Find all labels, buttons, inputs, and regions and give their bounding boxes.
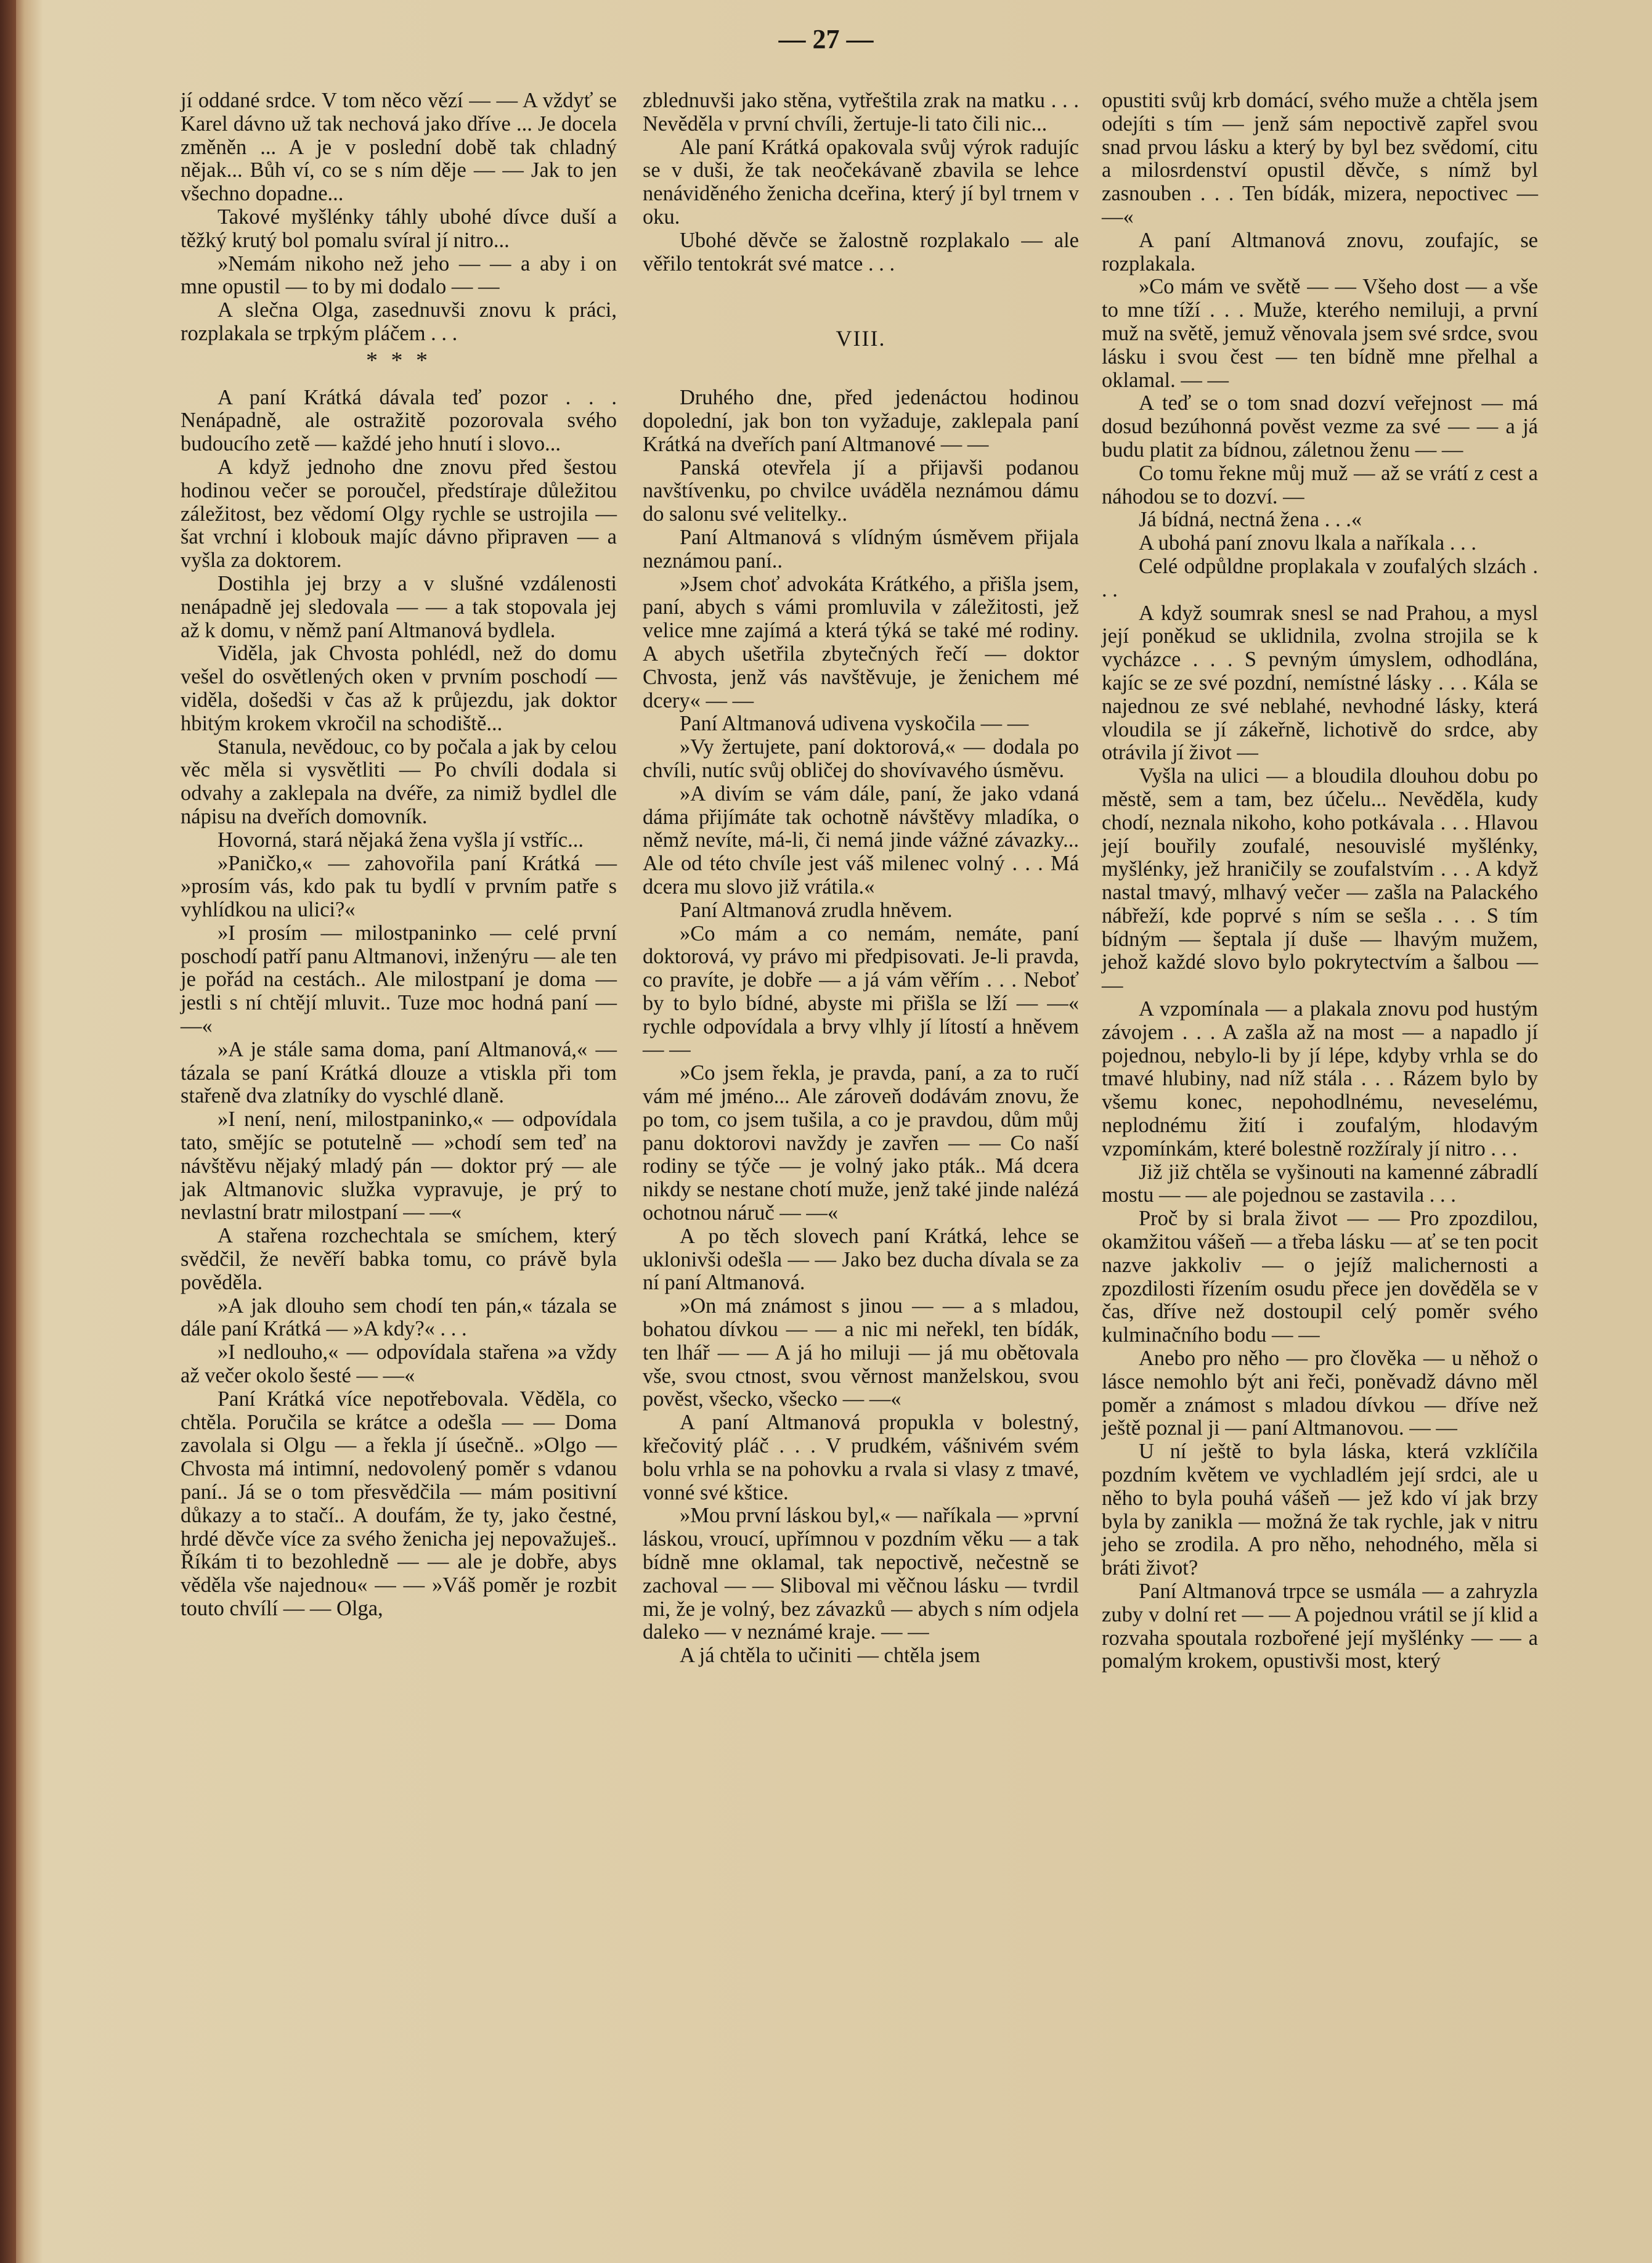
- paragraph: »Paničko,« — zahovořila paní Krátká — »prosím vás, kdo pak tu bydlí v prvním patře s vyhlídkou na ulici?«: [181, 851, 617, 922]
- paragraph: A paní Krátká dávala teď pozor . . . Nenápadně, ale ostražitě pozorovala svého budoucího zetě — každé jeho hnutí i slovo...: [181, 385, 617, 456]
- paragraph: A paní Altmanová propukla v bolestný, křečovitý pláč . . . V prudkém, vášnivém svém bolu vrhla se na pohovku a rvala si vlasy z tmavé, vonné své kštice.: [643, 1411, 1079, 1504]
- paragraph: »Vy žertujete, paní doktorová,« — dodala po chvíli, nutíc svůj obličej do shovívavého úsměvu.: [643, 735, 1079, 782]
- paragraph: Vyšla na ulici — a bloudila dlouhou dobu po městě, sem a tam, bez účelu... Nevěděla, kudy chodí, neznala nikoho, koho potkávala . . . Hlavou její bouřily zoufalé, nesouvislé myšlénky, myšlénky, jež hraničily se zoufalstvím . . . A když nastal tmavý, mlhavý večer — zašla na Palackého nábřeží, kde poprvé s ním se sešla . . . S tím bídným — šeptala jí duše — lhavým mužem, jehož každé slovo bylo pokrytectvím a šalbou — —: [1102, 764, 1538, 998]
- text-column-1: [181, 89, 617, 1621]
- paragraph: »Nemám nikoho než jeho — — a aby i on mne opustil — to by mi dodalo — —: [181, 251, 617, 299]
- paragraph: Hovorná, stará nějaká žena vyšla jí vstříc...: [218, 828, 584, 852]
- paragraph: A stařena rozchechtala se smíchem, který svědčil, že nevěří babka tomu, co právě byla pověděla.: [181, 1224, 617, 1294]
- text-column-2: [643, 89, 1079, 1668]
- paragraph: opustiti svůj krb domácí, svého muže a chtěla jsem odejíti s tím — jenž sám nepoctivě zapřel svou snad prvou lásku a který by byl bez svědomí, citu a milosrdenství opustil děvče, s nímž byl zasnouben . . . Ten bídák, mizera, nepoctivec — —«: [1102, 89, 1538, 229]
- paragraph: Co tomu řekne můj muž — až se vrátí z cest a náhodou se to dozví. —: [1102, 461, 1538, 508]
- paragraph: Proč by si brala život — — Pro zpozdilou, okamžitou vášeň — a třeba lásku — ať se ten pocit nazve jakkoliv — o jejíž malichernosti a zpozdilosti řízením osudu přece jen dověděla se v čas, dříve než dostoupil celý poměr svého kulminačního bodu — —: [1102, 1207, 1538, 1347]
- paragraph: »I nedlouho,« — odpovídala stařena »a vždy až večer okolo šesté — —«: [181, 1340, 617, 1388]
- paragraph: Paní Krátká více nepotřebovala. Věděla, co chtěla. Poručila se krátce a odešla — — Doma zavolala si Olgu — a řekla jí úsečně.. »Olgo — Chvosta má intimní, nedovolený poměr s vdanou paní.. Já se o tom přesvědčila — mám positivní důkazy a to stačí.. A doufám, že ty, jako čestné, hrdé děvče více za svého ženicha jej nepovažuješ.. Říkám ti to bezohledně — — ale je dobře, abys věděla vše najednou« — — »Váš poměr je rozbit touto chvílí — — Olga,: [181, 1387, 617, 1620]
- paragraph: »On má známost s jinou — — a s mladou, bohatou dívkou — — a nic mi neřekl, ten bídák, ten lhář — — A já ho miluji — já mu obětovala vše, svou ctnost, svou věrnost manželskou, svou pověst, všecko, všecko — —«: [643, 1294, 1079, 1411]
- paragraph: »A divím se vám dále, paní, že jako vdaná dáma přijímáte tak ochotně návštěvy mladíka, o němž nevíte, má-li, či nemá jinde vážné závazky... Ale od této chvíle jest váš milenec volný . . . Má dcera mu slovo již vrátila.«: [643, 781, 1079, 899]
- paragraph: Paní Altmanová zrudla hněvem.: [680, 898, 953, 922]
- paragraph: »Co jsem řekla, je pravda, paní, a za to ručí vám mé jméno... Ale zároveň dodávám znovu, že po tom, co jsem tušila, a co je pravdou, dům můj panu doktorovi navždy je zavřen — — Co naší rodiny se týče — je volný jako pták.. Má dcera nikdy se nestane chotí muže, jenž také jinde nalézá ochotnou náruč — —«: [643, 1061, 1079, 1225]
- paragraph: Takové myšlénky táhly ubohé dívce duší a těžký krutý bol pomalu svíral jí nitro...: [181, 205, 617, 252]
- paragraph: A po těch slovech paní Krátká, lehce se uklonivši odešla — — Jako bez ducha dívala se za ní paní Altmanová.: [643, 1224, 1079, 1295]
- paragraph: »Co mám ve světě — — Všeho dost — a vše to mne tíží . . . Muže, kterého nemiluji, a první muž na světě, jemuž věnovala jsem své srdce, svou lásku i svou čest — ten bídně mne přelhal a oklamal. — —: [1102, 275, 1538, 392]
- paragraph: Ubohé děvče se žalostně rozplakalo — ale věřilo tentokrát své matce . . .: [643, 228, 1079, 275]
- paragraph: »Mou první láskou byl,« — naříkala — »první láskou, vroucí, upřímnou v pozdním věku — a tak bídně mne oklamal, tak nepoctivě, nečestně se zachoval — — Sliboval mi věčnou lásku — tvrdil mi, že je volný, bez závazků — abych s ním odjela daleko — v neznámé kraje. — —: [643, 1504, 1079, 1644]
- paragraph: Paní Altmanová trpce se usmála — a zahryzla zuby v dolní ret — — A pojednou vrátil se jí klid a rozvaha spoutala rozbořené její myšlénky — — a pomalým krokem, opustivši most, který: [1102, 1580, 1538, 1673]
- paragraph: U ní ještě to byla láska, která vzklíčila pozdním květem ve vychladlém její srdci, ale u něho to byla pouhá vášeň — jež kdo ví jak brzy byla by zanikla — možná že tak rychle, jak v nitru jeho se zrodila. A pro něho, nehodného, měla si bráti život?: [1102, 1440, 1538, 1580]
- paragraph: Já bídná, nectná žena . . .«: [1139, 508, 1362, 532]
- paragraph: Panská otevřela jí a přijavši podanou navštívenku, po chvilce uváděla neznámou dámu do salonu své velitelky..: [643, 455, 1079, 526]
- paragraph: A teď se o tom snad dozví veřejnost — má dosud bezúhonná pověst vezme za své — — a já budu platit za bídnou, záletnou ženu — —: [1102, 391, 1538, 462]
- paragraph: Anebo pro něho — pro člověka — u něhož o lásce nemohlo být ani řeči, poněvadž dávno měl poměr a známost s mladou dívkou — dříve než ještě poznal ji — paní Altmanovou. — —: [1102, 1347, 1538, 1440]
- text-column-3: [1102, 89, 1538, 1673]
- section-break-asterisks: * * *: [366, 347, 431, 373]
- paragraph: A paní Altmanová znovu, zoufajíc, se rozplakala.: [1102, 228, 1538, 275]
- paragraph: Stanula, nevědouc, co by počala a jak by celou věc měla si vysvětliti — Po chvíli dodala si odvahy a zaklepala na dvéře, za nimiž bydlel dle nápisu na dveřích domovník.: [181, 735, 617, 828]
- paragraph: A já chtěla to učiniti — chtěla jsem: [680, 1644, 980, 1668]
- paragraph: Celé odpůldne proplakala v zoufalých slzách . . .: [1102, 554, 1538, 601]
- paragraph: »A je stále sama doma, paní Altmanová,« — tázala se paní Krátká dlouze a vtiskla při tom stařeně dva zlatníky do vyschlé dlaně.: [181, 1037, 617, 1108]
- paragraph: Ale paní Krátká opakovala svůj výrok radujíc se v duši, že tak neočekávaně zbavila se lehce nenáviděného ženicha dceřina, který jí byl trnem v oku.: [643, 135, 1079, 229]
- paragraph: Dostihla jej brzy a v slušné vzdálenosti nenápadně jej sledovala — — a tak stopovala jej až k domu, v němž paní Altmanová bydlela.: [181, 571, 617, 642]
- paragraph: A vzpomínala — a plakala znovu pod hustým závojem . . . A zašla až na most — a napadlo jí pojednou, nebylo-li by jí lépe, kdyby vrhla se do tmavé hlubiny, nad níž stála . . . Rázem bylo by všemu konec, nepohodlnému, neveselému, neplodnému žití i zoufalým, hlodavým vzpomínkám, které bolestně rozžíraly jí nitro . . .: [1102, 997, 1538, 1160]
- paragraph: Druhého dne, před jedenáctou hodinou dopolední, jak bon ton vyžaduje, zaklepala paní Krátká na dveřích paní Altmanové — —: [643, 386, 1079, 456]
- paragraph: Paní Altmanová udivena vyskočila — —: [680, 712, 1029, 736]
- paragraph: »I není, není, milostpaninko,« — odpovídala tato, smějíc se potutelně — »chodí sem teď na návštěvu nějaký mladý pán — doktor prý — ale jak Altmanovic služka vypravuje, je prý to nevlastní bratr milostpaní — —«: [181, 1107, 617, 1225]
- paragraph: »I prosím — milostpaninko — celé první poschodí patří panu Altmanovi, inženýru — ale ten je pořád na cestách.. Ale milostpaní je doma — jestli s ní chtějí mluvit.. Tuze moc hodná paní — —«: [181, 921, 617, 1038]
- paragraph: Viděla, jak Chvosta pohlédl, než do domu vešel do osvětlených oken v prvním poschodí — viděla, došedši v čas až k průjezdu, jak doktor hbitým krokem vkročil na schodiště...: [181, 642, 617, 735]
- paragraph: A když soumrak snesl se nad Prahou, a mysl její poněkud se uklidnila, zvolna strojila se k vycházce . . . S pevným úmyslem, odhodlána, kajíc se ze své pozdní, nemístné lásky . . . Kála se najednou ze své neblahé, nevhodné lásky, která vloudila se jí zákeřně, lichotivě do srdce, aby otrávila jí život —: [1102, 601, 1538, 765]
- paragraph: A slečna Olga, zasednuvši znovu k práci, rozplakala se trpkým pláčem . . .: [181, 298, 617, 345]
- page-binding-edge: [0, 0, 16, 2263]
- paragraph: »A jak dlouho sem chodí ten pán,« tázala se dále paní Krátká — »A kdy?« . . .: [181, 1294, 617, 1341]
- page-number: — 27 —: [778, 24, 874, 54]
- paragraph: »Co mám a co nemám, nemáte, paní doktorová, vy právo mi předpisovati. Je-li pravda, co pravíte, je dobře — a já vám věřím . . . Neboť by to bylo bídné, abyste mi přišla se lží — —« rychle odpovídala a brvy vlhly jí lítostí a hněvem — —: [643, 921, 1079, 1062]
- paragraph: Paní Altmanová s vlídným úsměvem přijala neznámou paní..: [643, 525, 1079, 573]
- chapter-heading: VIII.: [836, 326, 886, 351]
- paragraph: »Jsem choť advokáta Krátkého, a přišla jsem, paní, abych s vámi promluvila v záležitosti, jež velice mne zajímá a která týká se také mé rodiny. A abych ušetřila zbytečných řečí — doktor Chvosta, jenž vás navštěvuje, je ženichem mé dcery« — —: [643, 572, 1079, 712]
- paragraph: zblednuvši jako stěna, vytřeštila zrak na matku . . . Nevěděla v první chvíli, žertuje-li tato čili nic...: [643, 89, 1079, 136]
- paragraph: Již již chtěla se vyšinouti na kamenné zábradlí mostu — — ale pojednou se zastavila . . .: [1102, 1160, 1538, 1207]
- paragraph: A když jednoho dne znovu před šestou hodinou večer se poroučel, předstíraje důležitou záležitost, bez vědomí Olgy rychle se ustrojila — šat vrchní i klobouk majíc dávno připraven — a vyšla za doktorem.: [181, 455, 617, 573]
- paragraph: A ubohá paní znovu lkala a naříkala . . .: [1139, 531, 1476, 555]
- paragraph: jí oddané srdce. V tom něco vězí — — A vždyť se Karel dávno už tak nechová jako dříve ... Je docela změněn ... A je v poslední době tak chladný nějak... Bůh ví, co se s ním děje — — Jak to jen všechno dopadne...: [181, 89, 617, 206]
